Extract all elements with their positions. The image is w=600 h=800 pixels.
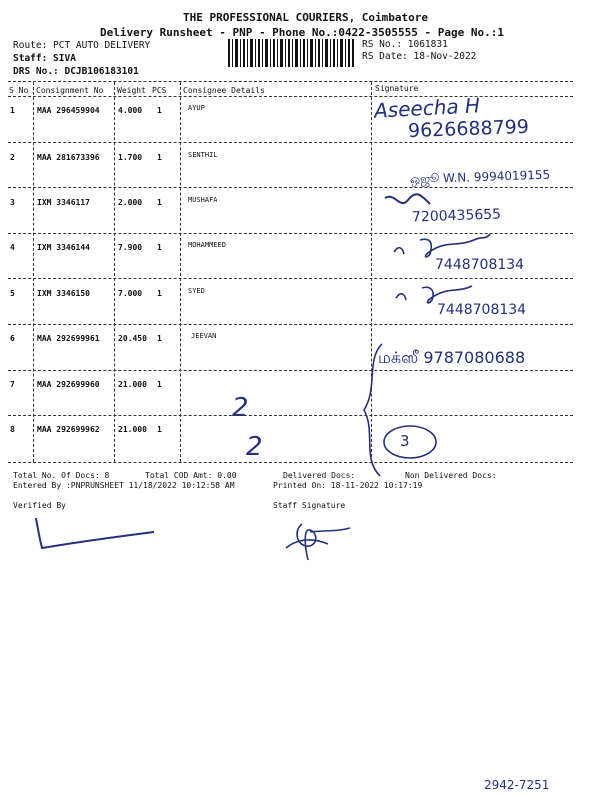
weight-value: 21.000 bbox=[118, 425, 147, 434]
consignee-name: SYED bbox=[188, 287, 205, 295]
handwritten-phone: 7448708134 bbox=[435, 257, 525, 273]
consignment-number: MAA 292699962 bbox=[37, 425, 100, 434]
consignment-number: MAA 292699960 bbox=[37, 380, 100, 389]
pcs-value: 1 bbox=[157, 198, 162, 207]
total-cod: Total COD Amt: 0.00 bbox=[145, 471, 237, 480]
weight-value: 21.000 bbox=[118, 380, 147, 389]
row-serial: 7 bbox=[10, 380, 15, 389]
column-header: Signature bbox=[375, 84, 419, 93]
circled-count: 3 bbox=[400, 432, 410, 450]
row-serial: 1 bbox=[10, 106, 15, 115]
verified-by-label: Verified By bbox=[13, 501, 66, 510]
column-header: PCS bbox=[152, 86, 167, 95]
column-header: Weight bbox=[117, 86, 146, 95]
table-header-rule bbox=[8, 96, 573, 97]
weight-value: 7.900 bbox=[118, 243, 143, 252]
pcs-value: 1 bbox=[157, 243, 162, 252]
consignee-name: SENTHIL bbox=[188, 151, 218, 159]
runsheet-subtitle: Delivery Runsheet - PNP - Phone No.:0422-3505555 - Page No.:1 bbox=[100, 26, 504, 39]
staff-label: Staff: SIVA bbox=[13, 53, 76, 64]
signature-scribble bbox=[380, 190, 440, 220]
weight-value: 4.000 bbox=[118, 106, 143, 115]
handwritten-note: ஒஜூ W.N. 9994019155 bbox=[409, 167, 551, 187]
rs-number: RS No.: 1061831 bbox=[362, 39, 448, 50]
printed-on: Printed On: 18-11-2022 10:17:19 bbox=[273, 481, 423, 490]
consignee-name: JEEVAN bbox=[191, 332, 217, 340]
handwritten-phone: 7448708134 bbox=[437, 302, 527, 318]
row-serial: 3 bbox=[10, 198, 15, 207]
delivered-docs: Delivered Docs: bbox=[283, 471, 356, 480]
company-title: THE PROFESSIONAL COURIERS, Coimbatore bbox=[183, 11, 429, 24]
handwritten-phone: 7200435655 bbox=[411, 206, 502, 226]
rs-date: RS Date: 18-Nov-2022 bbox=[362, 51, 477, 62]
weight-value: 1.700 bbox=[118, 153, 143, 162]
handwritten-mark: 2 bbox=[246, 432, 263, 462]
handwritten-reference: 2942-7251 bbox=[484, 778, 550, 792]
row-serial: 6 bbox=[10, 334, 15, 343]
table-top-rule bbox=[8, 81, 573, 82]
row-divider bbox=[8, 278, 573, 279]
signature-scribble bbox=[392, 280, 492, 310]
pcs-value: 1 bbox=[157, 289, 162, 298]
handwritten-phone: 9626688799 bbox=[407, 115, 530, 143]
row-divider bbox=[8, 142, 573, 143]
table-bottom-rule bbox=[8, 462, 573, 463]
pcs-value: 1 bbox=[157, 153, 162, 162]
row-serial: 8 bbox=[10, 425, 15, 434]
consignee-name: AYUP bbox=[188, 104, 205, 112]
total-docs: Total No. Of Docs: 8 bbox=[13, 471, 110, 480]
weight-value: 20.450 bbox=[118, 334, 147, 343]
consignment-number: IXM 3346117 bbox=[37, 198, 90, 207]
consignee-name: MOHAMMEED bbox=[188, 241, 226, 249]
row-divider bbox=[8, 415, 573, 416]
pcs-value: 1 bbox=[157, 425, 162, 434]
row-divider bbox=[8, 370, 573, 371]
column-header: Consignee Details bbox=[183, 86, 265, 95]
non-delivered-docs: Non Delivered Docs: bbox=[405, 471, 497, 480]
pcs-value: 1 bbox=[157, 380, 162, 389]
verifier-signature bbox=[26, 514, 166, 554]
pcs-value: 1 bbox=[157, 106, 162, 115]
consignment-number: MAA 292699961 bbox=[37, 334, 100, 343]
handwritten-note: மக்ஸீ 9787080688 bbox=[378, 348, 526, 367]
drs-number: DRS No.: DCJB106183101 bbox=[13, 66, 139, 77]
row-divider bbox=[8, 324, 573, 325]
barcode-image bbox=[228, 39, 356, 69]
entered-by: Entered By :PNPRUNSHEET 11/18/2022 10:12:58 AM bbox=[13, 481, 235, 490]
pcs-value: 1 bbox=[157, 334, 162, 343]
column-divider bbox=[33, 82, 34, 462]
consignment-number: IXM 3346144 bbox=[37, 243, 90, 252]
route-label: Route: PCT AUTO DELIVERY bbox=[13, 40, 151, 51]
row-serial: 2 bbox=[10, 153, 15, 162]
handwritten-mark: 2 bbox=[232, 393, 249, 423]
row-serial: 4 bbox=[10, 243, 15, 252]
staff-signature bbox=[280, 508, 360, 562]
column-header: Consignment No bbox=[36, 86, 104, 95]
signature-scribble bbox=[390, 232, 500, 264]
consignment-number: MAA 296459904 bbox=[37, 106, 100, 115]
row-serial: 5 bbox=[10, 289, 15, 298]
weight-value: 7.000 bbox=[118, 289, 143, 298]
bracket-mark bbox=[352, 340, 452, 480]
consignment-number: IXM 3346150 bbox=[37, 289, 90, 298]
consignment-number: MAA 281673396 bbox=[37, 153, 100, 162]
row-divider bbox=[8, 187, 573, 188]
handwritten-signature-name: Aseecha H bbox=[373, 93, 481, 123]
column-divider bbox=[114, 82, 115, 462]
staff-signature-label: Staff Signature bbox=[273, 501, 346, 510]
column-header: S No bbox=[9, 86, 29, 95]
column-divider bbox=[180, 82, 181, 462]
weight-value: 2.000 bbox=[118, 198, 143, 207]
consignee-name: MUSHAFA bbox=[188, 196, 218, 204]
